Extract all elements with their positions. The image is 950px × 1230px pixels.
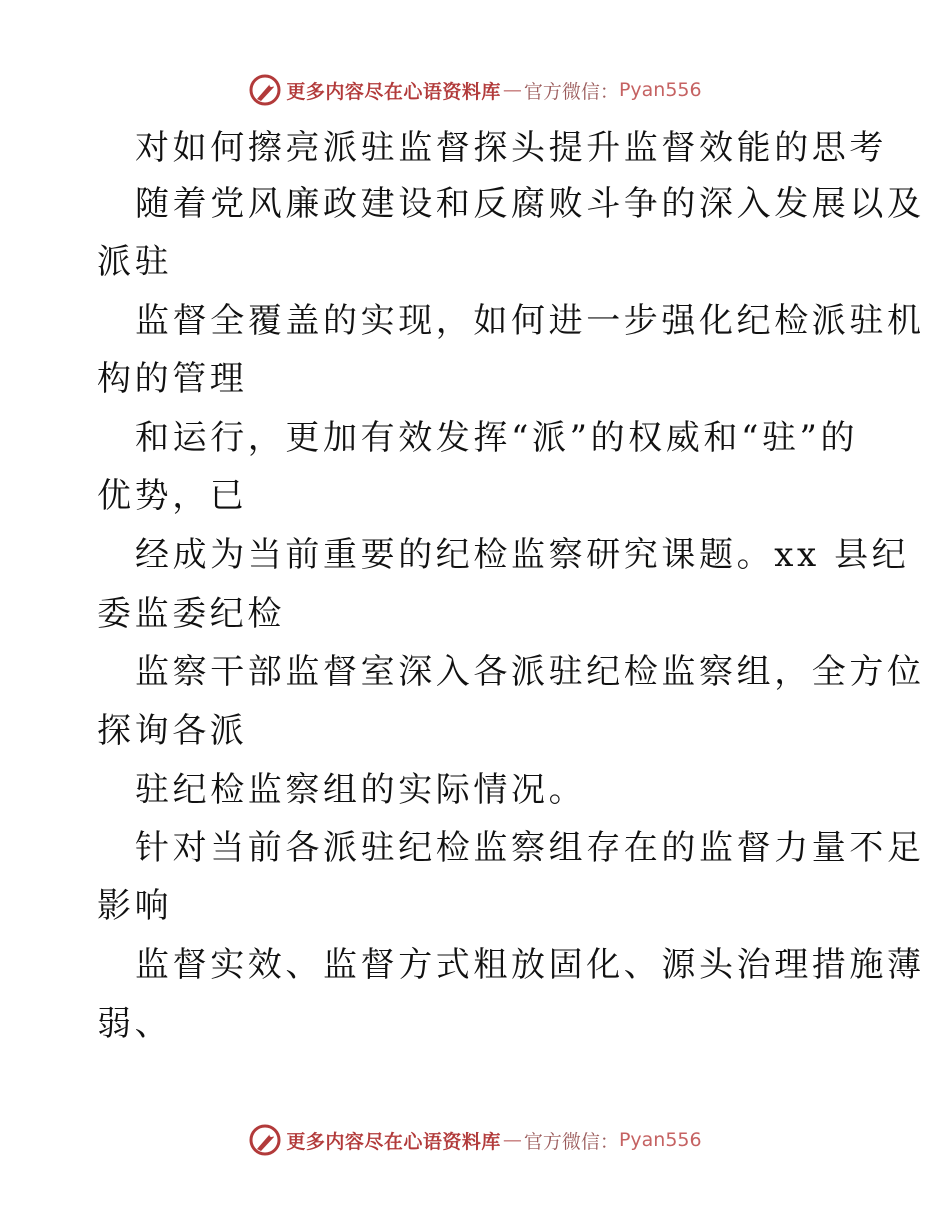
paragraph-line: 监督实效、监督方式粗放固化、源头治理措施薄	[135, 945, 925, 985]
paragraph-line: 监察干部监督室深入各派驻纪检监察组，全方位	[135, 652, 925, 692]
paragraph-line: 驻纪检监察组的实际情况。	[135, 770, 587, 810]
paragraph-line: 优势，已	[97, 476, 248, 516]
watermark-separator: —	[502, 79, 522, 101]
watermark-brand: 更多内容尽在心语资料库	[286, 80, 501, 103]
watermark-handle: Pyan556	[618, 79, 702, 101]
watermark-handle: Pyan556	[618, 1129, 702, 1151]
watermark-label: 官方微信：	[523, 80, 619, 103]
paragraph-line: 针对当前各派驻纪检监察组存在的监督力量不足	[135, 828, 925, 868]
watermark-separator: —	[502, 1129, 522, 1151]
paragraph-line: 经成为当前重要的纪检监察研究课题。xx 县纪	[135, 535, 910, 575]
paragraph-line: 监督全覆盖的实现，如何进一步强化纪检派驻机	[135, 301, 925, 341]
paragraph-line: 弱、	[97, 1004, 173, 1044]
paragraph-line: 随着党风廉政建设和反腐败斗争的深入发展以及	[135, 184, 925, 224]
paragraph-line: 影响	[97, 886, 173, 926]
watermark-label: 官方微信：	[523, 1130, 619, 1153]
paragraph-line: 探询各派	[97, 711, 248, 751]
document-title: 对如何擦亮派驻监督探头提升监督效能的思考	[135, 128, 887, 168]
paragraph-line: 和运行，更加有效发挥“派”的权威和“驻”的	[135, 418, 859, 458]
paragraph-line: 构的管理	[97, 359, 248, 399]
watermark-brand: 更多内容尽在心语资料库	[286, 1130, 501, 1153]
pen-nib-logo-icon	[248, 1123, 282, 1157]
footer-watermark	[0, 1120, 950, 1160]
paragraph-line: 委监委纪检	[97, 594, 285, 634]
paragraph-line: 派驻	[97, 242, 173, 282]
